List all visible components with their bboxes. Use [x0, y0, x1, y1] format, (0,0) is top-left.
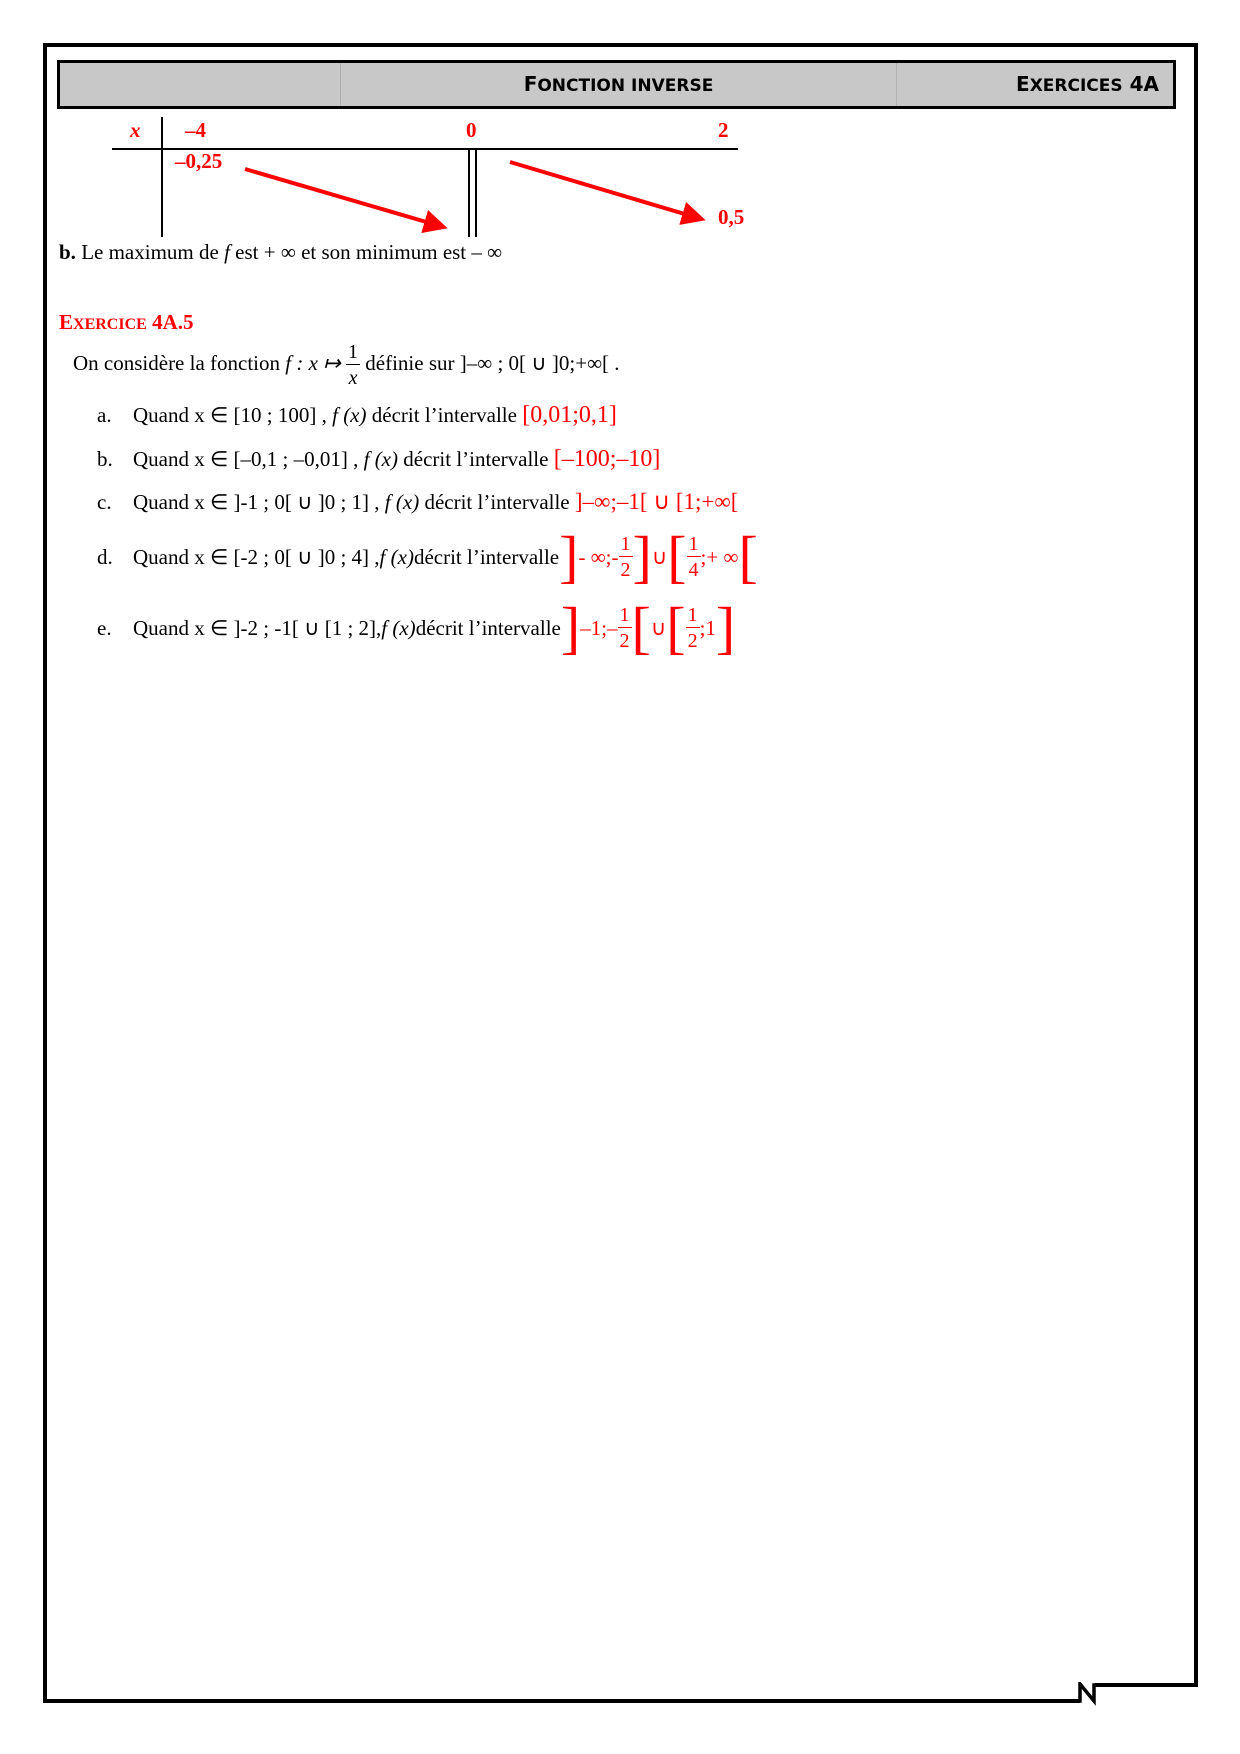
chapter-title: FONCTION INVERSE: [523, 72, 714, 96]
list-item: e. Quand x ∈ ]-2 ; -1[ ∪ [1 ; 2], f (x) décrit l’intervalle ] –1;– $\frac{1}{2}$ [ ∪ [ $\frac{1}{2}$ ;1 ]: [97, 595, 736, 660]
page-frame-top: [43, 43, 1198, 47]
x-value-end: 2: [718, 118, 729, 142]
forbidden-value-bar: [475, 150, 477, 237]
fraction: $\frac{1}{2}$: [620, 533, 631, 581]
answer: ]–∞;–1[ ∪ [1;+∞[: [574, 489, 739, 514]
answer: ] –1;– $\frac{1}{2}$ [ ∪ [ $\frac{1}{2}$ ;1 ]: [560, 595, 736, 660]
answer: ] - ∞;- $\frac{1}{2}$ ] ∪ [ $\frac{1}{4}$ ;+ ∞ [: [559, 524, 758, 589]
f-value-start: –0,25: [175, 149, 223, 173]
fraction: $\frac{1}{2}$: [687, 604, 698, 652]
section-label: EXERCICES 4A: [1016, 72, 1159, 96]
list-item: a. Quand x ∈ [10 ; 100] , f (x) décrit l’intervalle [0,01;0,1]: [97, 402, 617, 428]
answer: [–100;–10]: [553, 446, 661, 472]
x-value-start: –4: [185, 118, 206, 142]
page-frame-left: [43, 43, 47, 1703]
exercise-intro: On considère la fonction f : x ↦ $\frac{1}{x}$ définie sur ]–∞ ; 0[ ∪ ]0;+∞[ .: [73, 341, 620, 389]
list-item: c. Quand x ∈ ]-1 ; 0[ ∪ ]0 ; 1] , f (x) décrit l’intervalle ]–∞;–1[ ∪ [1;+∞[: [97, 489, 739, 514]
page-frame-right: [1194, 43, 1198, 1684]
page-notch-icon: [1076, 1682, 1100, 1706]
page-header: [57, 60, 1176, 109]
header-divider: [896, 63, 897, 106]
fraction: $\frac{1}{4}$: [688, 533, 699, 581]
fraction: $\frac{1}{x}$: [348, 341, 359, 389]
list-item: d. Quand x ∈ [-2 ; 0[ ∪ ]0 ; 4] , f (x) décrit l’intervalle ] - ∞;- $\frac{1}{2}$ ] ∪ [ $\frac{1}{4}$ ;+ ∞ [: [97, 524, 758, 589]
page-frame-bottom-right: [1095, 1683, 1198, 1687]
fraction: $\frac{1}{2}$: [619, 604, 630, 652]
table-vertical-rule: [161, 117, 163, 237]
part-b-statement: b. Le maximum de f est + ∞ et son minimum est – ∞: [59, 240, 503, 264]
forbidden-value-bar: [468, 150, 470, 237]
x-value-zero: 0: [466, 118, 477, 142]
page-frame-bottom-left: [43, 1699, 1080, 1703]
list-item: b. Quand x ∈ [–0,1 ; –0,01] , f (x) décrit l’intervalle [–100;–10]: [97, 446, 661, 472]
exercise-title: EXERCICE 4A.5: [59, 310, 194, 334]
answer: [0,01;0,1]: [522, 402, 617, 428]
f-value-end: 0,5: [718, 205, 745, 229]
x-label: x: [130, 118, 141, 142]
